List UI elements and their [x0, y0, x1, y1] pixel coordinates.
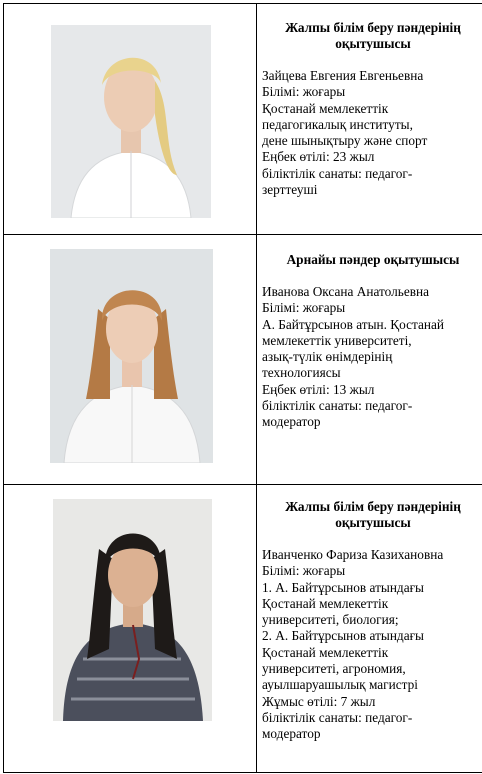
teacher-details — [262, 68, 482, 198]
detail-line: Қостанай мемлекеттік — [262, 595, 389, 611]
detail-line: Жұмыс өтілі: 7 жыл — [262, 693, 376, 709]
detail-line: Білімі: жоғары — [262, 300, 346, 316]
detail-line: зерттеуші — [262, 182, 318, 198]
info-cell — [257, 235, 482, 485]
staff-row — [4, 485, 482, 773]
position-heading: Жалпы білім беру пәндерінің оқытушысы — [285, 499, 461, 530]
portrait-photo — [53, 499, 212, 721]
detail-line: біліктілік санаты: педагог- — [262, 165, 413, 181]
info-cell — [257, 4, 482, 235]
portrait-photo — [50, 249, 213, 463]
detail-line: ауылшаруашылық магистрі — [262, 677, 418, 693]
detail-line: университеті, биология; — [262, 612, 399, 628]
detail-line: университеті, агрономия, — [262, 661, 406, 677]
detail-line: азық-түлік өнімдерінің — [262, 349, 393, 365]
detail-line: дене шынықтыру және спорт — [262, 133, 428, 149]
detail-line: Қостанай мемлекеттік — [262, 644, 389, 660]
detail-line: Білімі: жоғары — [262, 563, 346, 579]
portrait-photo — [51, 25, 211, 218]
teacher-details — [262, 284, 482, 431]
detail-line: модератор — [262, 726, 321, 742]
detail-line: педагогикалық институты, — [262, 116, 413, 132]
detail-line: біліктілік санаты: педагог- — [262, 709, 413, 725]
photo-cell — [4, 4, 257, 235]
detail-line: 1. А. Байтұрсынов атындағы — [262, 579, 424, 595]
detail-line: Білімі: жоғары — [262, 84, 346, 100]
detail-line: 2. А. Байтұрсынов атындағы — [262, 628, 424, 644]
detail-line: технологиясы — [262, 365, 341, 381]
detail-line: А. Байтұрсынов атын. Қостанай — [262, 316, 445, 332]
staff-row — [4, 4, 482, 235]
detail-line: біліктілік санаты: педагог- — [262, 398, 413, 414]
photo-cell — [4, 485, 257, 773]
staff-row — [4, 235, 482, 485]
teacher-name: Зайцева Евгения Евгеньевна — [262, 68, 424, 83]
detail-line: модератор — [262, 414, 321, 430]
detail-line: Қостанай мемлекеттік — [262, 100, 389, 116]
teacher-name: Иванова Оксана Анатольевна — [262, 284, 430, 299]
position-heading: Жалпы білім беру пәндерінің оқытушысы — [285, 20, 461, 51]
position-heading: Арнайы пәндер оқытушысы — [286, 252, 460, 267]
photo-cell — [4, 235, 257, 485]
detail-line: Еңбек өтілі: 23 жыл — [262, 149, 375, 165]
detail-line: мемлекеттік университеті, — [262, 332, 412, 348]
teacher-name: Иванченко Фариза Казихановна — [262, 547, 444, 562]
info-cell — [257, 485, 482, 773]
staff-table — [3, 3, 482, 773]
detail-line: Еңбек өтілі: 13 жыл — [262, 381, 375, 397]
teacher-details — [262, 547, 482, 743]
